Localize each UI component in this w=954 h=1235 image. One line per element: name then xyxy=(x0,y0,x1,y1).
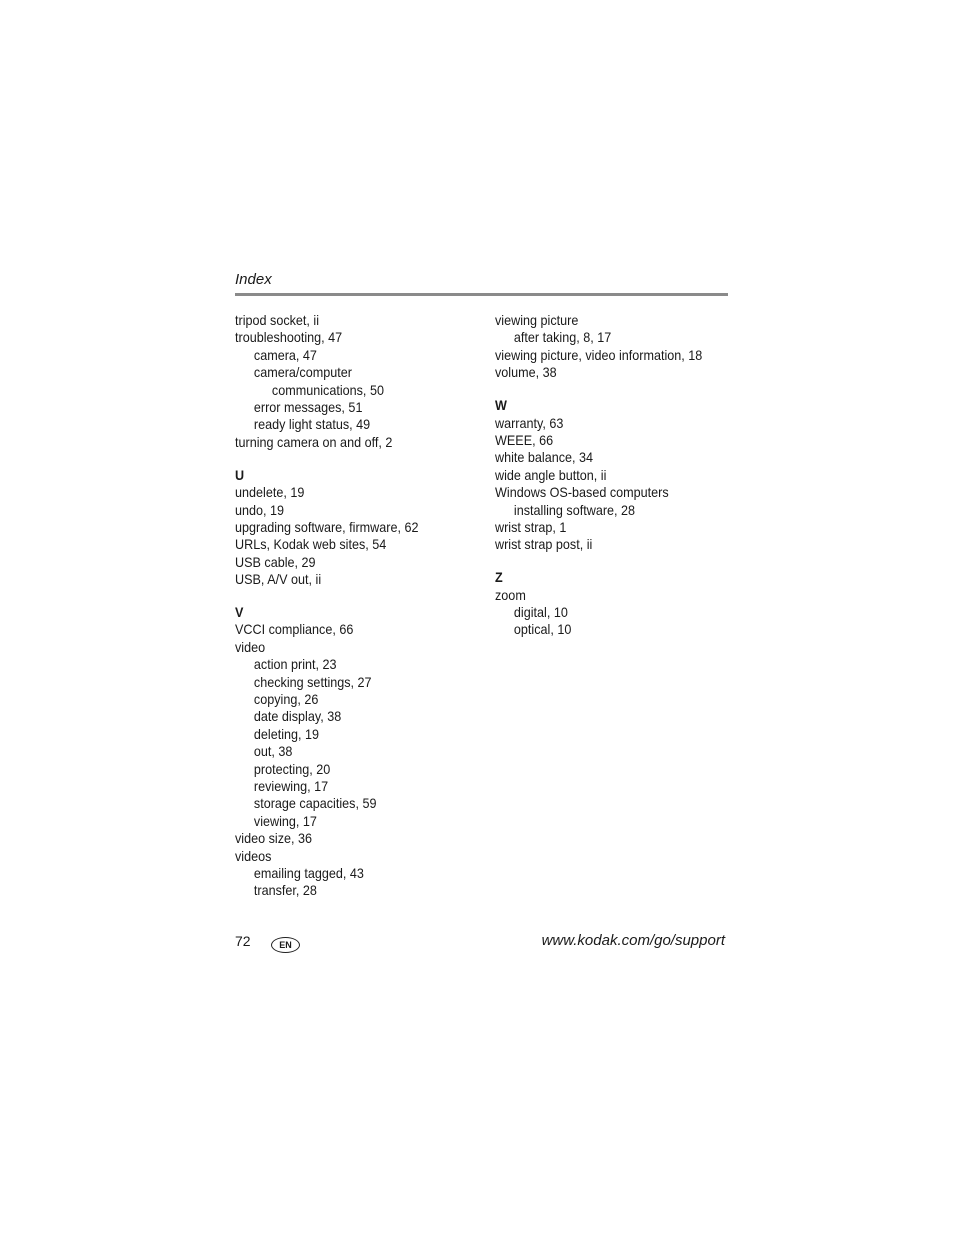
index-entry: volume, 38 xyxy=(495,364,557,381)
index-entry: transfer, 28 xyxy=(253,882,317,899)
index-entry: viewing picture, video information, 18 xyxy=(495,346,703,363)
page-header-title: Index xyxy=(235,271,272,288)
group-spacer xyxy=(495,382,745,398)
index-entry: video xyxy=(235,638,266,655)
index-entry: camera, 47 xyxy=(253,346,317,363)
index-letter-heading: W xyxy=(495,397,507,414)
index-entry: reviewing, 17 xyxy=(253,777,329,794)
index-entry: troubleshooting, 47 xyxy=(235,329,343,346)
index-entry: action print, 23 xyxy=(253,656,337,673)
index-entry: viewing picture xyxy=(495,312,579,328)
index-entry: tripod socket, ii xyxy=(235,312,320,328)
index-entry: videos xyxy=(235,847,272,864)
index-entry: digital, 10 xyxy=(513,604,568,621)
index-entry: wide angle button, ii xyxy=(495,466,607,483)
index-entry: undo, 19 xyxy=(235,501,285,518)
page-number: 72 xyxy=(235,933,251,949)
index-entry: video size, 36 xyxy=(235,830,313,847)
index-entry: protecting, 20 xyxy=(253,760,331,777)
index-entry: out, 38 xyxy=(253,743,293,760)
index-entry: error messages, 51 xyxy=(253,398,363,415)
index-entry: turning camera on and off, 2 xyxy=(235,433,393,450)
index-entry: undelete, 19 xyxy=(235,484,305,501)
index-entry: camera/computer xyxy=(253,364,352,381)
language-badge: EN xyxy=(271,937,300,953)
index-entry: wrist strap, 1 xyxy=(495,518,567,535)
index-entry: wrist strap post, ii xyxy=(495,536,593,553)
index-entry: after taking, 8, 17 xyxy=(513,329,612,346)
index-entry: emailing tagged, 43 xyxy=(253,864,364,881)
index-entry: warranty, 63 xyxy=(495,414,564,431)
index-entry: zoom xyxy=(495,586,526,603)
index-entry: checking settings, 27 xyxy=(253,673,372,690)
index-entry: deleting, 19 xyxy=(253,725,320,742)
index-entry: upgrading software, firmware, 62 xyxy=(235,518,419,535)
index-letter-heading: U xyxy=(235,466,245,483)
index-entry: viewing, 17 xyxy=(253,812,317,829)
index-entry: ready light status, 49 xyxy=(253,416,371,433)
index-entry: date display, 38 xyxy=(253,708,342,725)
index-entry: Windows OS-based computers xyxy=(495,484,669,501)
index-entry: installing software, 28 xyxy=(513,501,636,518)
index-entry: USB, A/V out, ii xyxy=(235,571,322,588)
index-entry: VCCI compliance, 66 xyxy=(235,621,354,638)
index-letter-heading: Z xyxy=(495,569,503,586)
index-entry: copying, 26 xyxy=(253,691,319,707)
index-entry: white balance, 34 xyxy=(495,449,594,466)
header-divider xyxy=(235,293,728,296)
index-letter-heading: V xyxy=(235,604,244,621)
index-entry: communications, 50 xyxy=(271,381,384,398)
index-column-left xyxy=(235,312,485,900)
support-url: www.kodak.com/go/support xyxy=(541,932,725,949)
index-entry: WEEE, 66 xyxy=(495,431,554,448)
group-spacer xyxy=(235,588,485,604)
index-entry: storage capacities, 59 xyxy=(253,795,377,812)
index-entry: USB cable, 29 xyxy=(235,553,316,570)
index-column-right xyxy=(495,312,745,639)
group-spacer xyxy=(235,451,485,467)
index-entry: optical, 10 xyxy=(513,621,572,638)
group-spacer xyxy=(495,554,745,570)
index-entry: URLs, Kodak web sites, 54 xyxy=(235,536,387,553)
